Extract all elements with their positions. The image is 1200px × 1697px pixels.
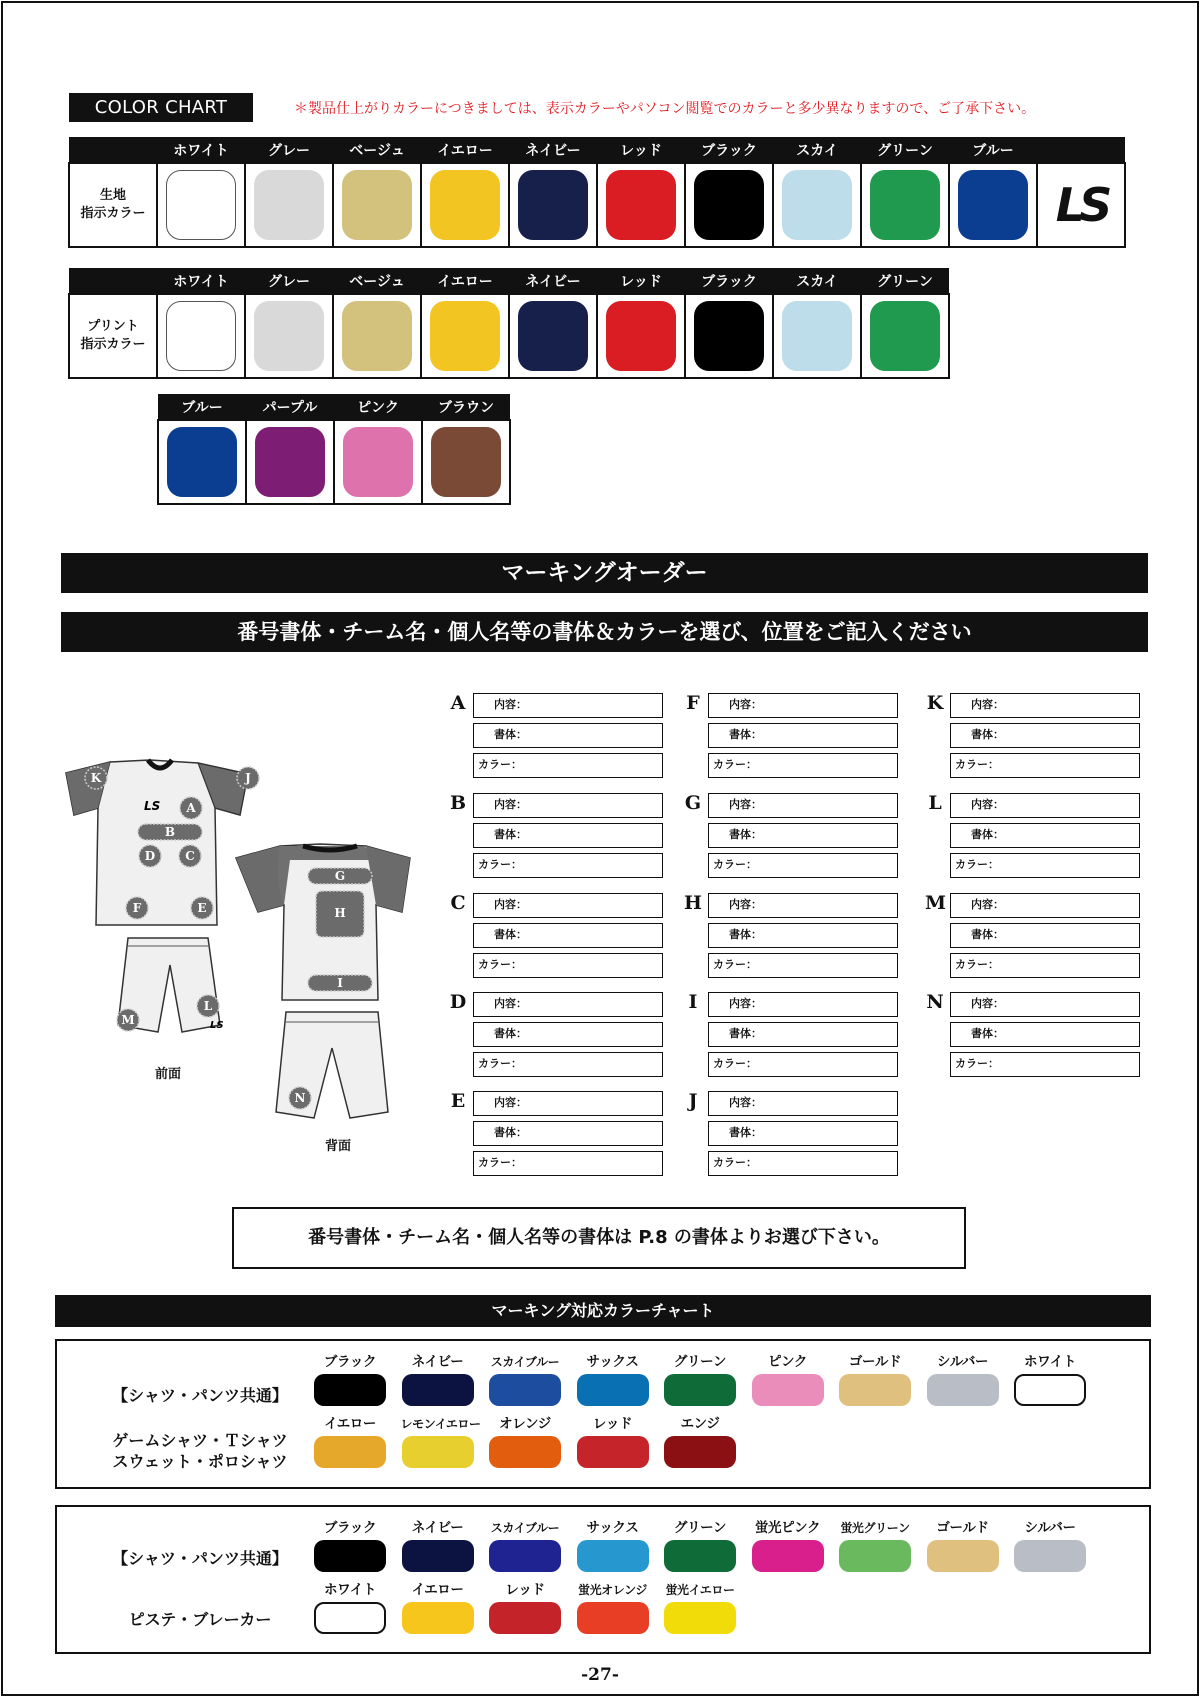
- field-label: 内容：: [729, 997, 762, 1010]
- color-swatch: [431, 427, 501, 497]
- color-swatch: [870, 301, 940, 371]
- marking-color-field[interactable]: [950, 853, 1140, 878]
- color-swatch-cell: [685, 294, 773, 378]
- color-swatch-cell: [333, 163, 421, 247]
- marking-color-name: シルバー: [936, 1354, 989, 1370]
- color-swatch-cell: [334, 420, 422, 504]
- marking-color-item: [401, 1518, 475, 1572]
- field-label: カラー：: [478, 1156, 522, 1169]
- marking-color-item: [751, 1518, 825, 1572]
- marking-position-letter: B: [449, 792, 467, 814]
- color-swatch: [958, 170, 1028, 240]
- marking-color-item: [663, 1414, 737, 1468]
- field-label: 書体：: [729, 728, 762, 741]
- field-label: 書体：: [971, 828, 1004, 841]
- marking-color-swatch: [664, 1602, 736, 1634]
- marking-color-swatch: [402, 1602, 474, 1634]
- color-swatch-cell: [597, 294, 685, 378]
- marking-color-item: [576, 1414, 650, 1468]
- marking-content-field[interactable]: [473, 793, 663, 818]
- uniform-diagram: [60, 750, 450, 1130]
- color-swatch: [166, 301, 236, 371]
- marking-color-field[interactable]: [708, 853, 898, 878]
- color-swatch: [606, 170, 676, 240]
- color-swatch-cell: [685, 163, 773, 247]
- marking-content-field[interactable]: [708, 992, 898, 1017]
- field-label: カラー：: [713, 1057, 757, 1070]
- color-swatch: [518, 170, 588, 240]
- marking-color-name: レモンイエロー: [400, 1417, 481, 1431]
- color-swatch: [342, 301, 412, 371]
- marking-color-item: [751, 1352, 825, 1406]
- marking-color-field[interactable]: [950, 753, 1140, 778]
- color-swatch: [518, 301, 588, 371]
- marking-color-swatch: [489, 1436, 561, 1468]
- marking-color-item: [576, 1580, 650, 1634]
- marking-color-name: 蛍光イエロー: [665, 1583, 735, 1597]
- fabric-color-table: [68, 137, 1126, 248]
- marking-color-item: [313, 1414, 387, 1468]
- field-label: 書体：: [494, 928, 527, 941]
- field-label: 書体：: [971, 728, 1004, 741]
- marking-content-field[interactable]: [473, 693, 663, 718]
- field-label: カラー：: [955, 858, 999, 871]
- field-label: カラー：: [955, 758, 999, 771]
- print-color-table-2: [157, 394, 511, 505]
- field-label: 内容：: [494, 898, 527, 911]
- color-swatch: [782, 170, 852, 240]
- field-label: 書体：: [729, 928, 762, 941]
- marking-color-field[interactable]: [473, 853, 663, 878]
- marking-color-swatch: [314, 1540, 386, 1572]
- marking-color-swatch: [839, 1374, 911, 1406]
- marking-color-item: [838, 1518, 912, 1572]
- field-label: 内容：: [494, 798, 527, 811]
- field-label: 内容：: [729, 1096, 762, 1109]
- color-name-header: ベージュ: [333, 137, 421, 163]
- color-swatch: [167, 427, 237, 497]
- field-label: カラー：: [478, 1057, 522, 1070]
- field-label: 内容：: [494, 1096, 527, 1109]
- marking-color-item: [1013, 1518, 1087, 1572]
- marking-color-name: ピンク: [767, 1354, 808, 1370]
- color-name-header: パープル: [246, 394, 334, 420]
- marking-spot-letter: E: [197, 901, 207, 915]
- field-label: 内容：: [971, 698, 1004, 711]
- marking-spot-letter: J: [245, 771, 251, 785]
- color-name-header: ネイビー: [509, 268, 597, 294]
- color-swatch-cell: [861, 294, 949, 378]
- marking-position-letter: C: [450, 892, 466, 914]
- shirt-logo: LS: [144, 799, 161, 813]
- color-swatch-cell: [245, 294, 333, 378]
- color-swatch: [166, 170, 236, 240]
- color-swatch-cell: [509, 294, 597, 378]
- marking-color-name: 蛍光オレンジ: [577, 1583, 647, 1597]
- marking-color-item: [663, 1580, 737, 1634]
- field-label: 書体：: [729, 828, 762, 841]
- color-swatch-cell: [421, 294, 509, 378]
- marking-content-field[interactable]: [473, 1091, 663, 1116]
- marking-position-letter: K: [926, 692, 944, 714]
- color-name-header: ベージュ: [333, 268, 421, 294]
- field-label: 書体：: [494, 1027, 527, 1040]
- marking-color-item: [488, 1518, 562, 1572]
- marking-color-item: [488, 1580, 562, 1634]
- marking-content-field[interactable]: [708, 793, 898, 818]
- marking-color-item: [401, 1352, 475, 1406]
- color-name-header: スカイ: [773, 137, 861, 163]
- marking-color-swatch: [489, 1374, 561, 1406]
- marking-color-name: イエロー: [411, 1582, 464, 1598]
- marking-color-item: [401, 1580, 475, 1634]
- marking-color-swatch: [752, 1540, 824, 1572]
- marking-spot-letter: D: [144, 849, 156, 863]
- color-swatch-cell: [245, 163, 333, 247]
- marking-color-name: レッド: [592, 1416, 633, 1432]
- ls-logo: LS: [1055, 178, 1107, 232]
- marking-color-field[interactable]: [708, 1052, 898, 1077]
- field-label: カラー：: [713, 758, 757, 771]
- color-swatch: [782, 301, 852, 371]
- field-label: 内容：: [971, 898, 1004, 911]
- marking-spot-letter: G: [334, 869, 346, 883]
- color-name-header: ホワイト: [157, 137, 245, 163]
- color-swatch-cell: [421, 163, 509, 247]
- marking-position-letter: G: [684, 792, 702, 814]
- marking-color-name: ゴールド: [936, 1520, 989, 1536]
- shorts-logo: LS: [210, 1020, 224, 1031]
- marking-color-swatch: [402, 1374, 474, 1406]
- marking-spot-letter: K: [90, 771, 102, 785]
- marking-color-item: [663, 1352, 737, 1406]
- field-label: 内容：: [494, 997, 527, 1010]
- marking-color-item: [1013, 1352, 1087, 1406]
- font-note: 番号書体・チーム名・個人名等の書体は P.8 の書体よりお選び下さい。: [232, 1207, 966, 1269]
- color-name-header: ブラック: [685, 137, 773, 163]
- marking-spot-letter: C: [185, 849, 195, 863]
- marking-color-name: イエロー: [324, 1416, 376, 1432]
- color-name-header: ブラック: [685, 268, 773, 294]
- color-swatch-cell: [333, 294, 421, 378]
- marking-color-name: ホワイト: [324, 1582, 376, 1598]
- fabric-color-label: 生地 指示カラー: [69, 163, 157, 247]
- marking-color-name: オレンジ: [499, 1416, 551, 1432]
- field-label: 内容：: [494, 698, 527, 711]
- marking-color-swatch: [489, 1540, 561, 1572]
- marking-color-swatch: [664, 1436, 736, 1468]
- color-name-header: グリーン: [861, 268, 949, 294]
- marking-spot-letter: I: [337, 976, 343, 990]
- color-name-header: レッド: [597, 137, 685, 163]
- marking-font-field[interactable]: [473, 1121, 663, 1146]
- color-swatch: [343, 427, 413, 497]
- marking-spot-letter: L: [203, 999, 213, 1013]
- marking-color-field[interactable]: [950, 1052, 1140, 1077]
- marking-color-swatch: [927, 1540, 999, 1572]
- marking-color-swatch: [927, 1374, 999, 1406]
- logo-cell: [1037, 163, 1125, 247]
- print-color-table: [68, 268, 950, 379]
- marking-color-name: エンジ: [680, 1416, 720, 1432]
- front-label: 前面: [154, 1067, 181, 1082]
- panel2-label-piste: ピステ・ブレーカー: [128, 1610, 272, 1629]
- marking-order-title: マーキングオーダー: [61, 553, 1148, 593]
- marking-spot-letter: B: [164, 825, 176, 839]
- marking-color-name: サックス: [586, 1520, 639, 1536]
- marking-position-letter: J: [688, 1090, 698, 1112]
- color-swatch-cell: [773, 294, 861, 378]
- color-swatch-cell: [157, 294, 245, 378]
- marking-color-name: グリーン: [673, 1354, 727, 1370]
- marking-color-chart-title: マーキング対応カラーチャート: [55, 1295, 1151, 1327]
- marking-content-field[interactable]: [708, 893, 898, 918]
- marking-color-item: [576, 1518, 650, 1572]
- marking-color-swatch: [839, 1540, 911, 1572]
- marking-content-field[interactable]: [950, 693, 1140, 718]
- color-swatch-cell: [157, 163, 245, 247]
- color-name-header: ブラウン: [422, 394, 510, 420]
- marking-color-field[interactable]: [473, 1151, 663, 1176]
- color-swatch: [342, 170, 412, 240]
- marking-color-name: 蛍光ピンク: [754, 1520, 821, 1536]
- field-label: 内容：: [729, 698, 762, 711]
- color-swatch: [430, 301, 500, 371]
- marking-color-item: [313, 1580, 387, 1634]
- marking-spot-letter: F: [132, 901, 142, 915]
- logo-header: [1037, 137, 1125, 163]
- marking-color-name: スカイブルー: [490, 1521, 560, 1535]
- marking-color-name: レッド: [505, 1582, 545, 1598]
- marking-order-subtitle: 番号書体・チーム名・個人名等の書体＆カラーを選び、位置をご記入ください: [61, 612, 1148, 652]
- color-swatch: [254, 301, 324, 371]
- marking-color-item: [838, 1352, 912, 1406]
- marking-color-swatch: [314, 1374, 386, 1406]
- field-label: 内容：: [729, 798, 762, 811]
- back-label: 背面: [324, 1139, 351, 1154]
- color-name-header: ピンク: [334, 394, 422, 420]
- field-label: 書体：: [729, 1027, 762, 1040]
- field-label: 書体：: [971, 928, 1004, 941]
- marking-content-field[interactable]: [708, 1091, 898, 1116]
- field-label: カラー：: [713, 1156, 757, 1169]
- marking-color-swatch: [577, 1374, 649, 1406]
- color-swatch: [870, 170, 940, 240]
- marking-content-field[interactable]: [950, 793, 1140, 818]
- color-swatch-cell: [773, 163, 861, 247]
- marking-position-letter: D: [449, 991, 467, 1013]
- marking-color-item: [313, 1352, 387, 1406]
- marking-font-field[interactable]: [473, 923, 663, 948]
- color-name-header: ブルー: [949, 137, 1037, 163]
- marking-color-item: [400, 1414, 481, 1468]
- marking-color-swatch: [752, 1374, 824, 1406]
- marking-font-field[interactable]: [708, 1022, 898, 1047]
- field-label: 書体：: [729, 1126, 762, 1139]
- color-chart-title: COLOR CHART: [69, 93, 253, 122]
- marking-font-field[interactable]: [950, 1022, 1140, 1047]
- color-swatch-cell: [509, 163, 597, 247]
- marking-content-field[interactable]: [708, 693, 898, 718]
- marking-color-field[interactable]: [950, 953, 1140, 978]
- marking-color-field[interactable]: [708, 753, 898, 778]
- marking-color-swatch: [664, 1374, 736, 1406]
- marking-color-name: シルバー: [1024, 1520, 1076, 1536]
- marking-color-swatch: [577, 1540, 649, 1572]
- color-swatch: [694, 301, 764, 371]
- marking-color-name: ゴールド: [848, 1354, 902, 1370]
- field-label: 内容：: [729, 898, 762, 911]
- marking-color-field[interactable]: [473, 953, 663, 978]
- marking-color-swatch: [1014, 1374, 1086, 1406]
- field-label: カラー：: [713, 858, 757, 871]
- color-swatch-cell: [861, 163, 949, 247]
- marking-color-item: [663, 1518, 737, 1572]
- color-name-header: グレー: [245, 137, 333, 163]
- marking-color-swatch: [577, 1602, 649, 1634]
- marking-color-item: [926, 1352, 1000, 1406]
- color-name-header: グリーン: [861, 137, 949, 163]
- marking-color-swatch: [664, 1540, 736, 1572]
- marking-color-name: ホワイト: [1024, 1354, 1076, 1370]
- print-color-label: プリント 指示カラー: [69, 294, 157, 378]
- marking-font-field[interactable]: [473, 1022, 663, 1047]
- marking-color-name: ネイビー: [411, 1354, 464, 1370]
- marking-color-swatch: [402, 1540, 474, 1572]
- color-name-header: イエロー: [421, 268, 509, 294]
- marking-color-field[interactable]: [708, 1151, 898, 1176]
- color-name-header: スカイ: [773, 268, 861, 294]
- marking-color-item: [313, 1518, 387, 1572]
- color-swatch-cell: [246, 420, 334, 504]
- table-corner: [69, 268, 157, 294]
- marking-color-name: サックス: [586, 1354, 639, 1370]
- field-label: 書体：: [494, 828, 527, 841]
- marking-font-field[interactable]: [950, 923, 1140, 948]
- marking-color-field[interactable]: [473, 753, 663, 778]
- marking-color-name: ブラック: [323, 1520, 377, 1536]
- marking-font-field[interactable]: [950, 823, 1140, 848]
- page-number: -27-: [581, 1665, 619, 1685]
- marking-font-field[interactable]: [708, 923, 898, 948]
- panel1-label-common: 【シャツ・パンツ共通】: [112, 1386, 288, 1405]
- marking-font-field[interactable]: [708, 823, 898, 848]
- panel1-label-shirts: ゲームシャツ・Ｔシャツ: [112, 1431, 288, 1450]
- field-label: 内容：: [971, 997, 1004, 1010]
- color-swatch: [430, 170, 500, 240]
- field-label: 書体：: [494, 1126, 527, 1139]
- marking-position-letter: M: [925, 892, 947, 914]
- marking-spot-letter: H: [334, 906, 346, 920]
- marking-color-name: グリーン: [673, 1520, 727, 1536]
- color-swatch-cell: [422, 420, 510, 504]
- marking-font-field[interactable]: [708, 1121, 898, 1146]
- marking-position-letter: E: [450, 1090, 466, 1112]
- field-label: カラー：: [478, 858, 522, 871]
- marking-color-item: [926, 1518, 1000, 1572]
- marking-font-field[interactable]: [473, 723, 663, 748]
- marking-font-field[interactable]: [708, 723, 898, 748]
- marking-content-field[interactable]: [473, 992, 663, 1017]
- color-name-header: イエロー: [421, 137, 509, 163]
- marking-font-field[interactable]: [473, 823, 663, 848]
- field-label: カラー：: [713, 958, 757, 971]
- field-label: 書体：: [494, 728, 527, 741]
- marking-position-letter: F: [686, 692, 700, 714]
- marking-position-letter: I: [688, 991, 698, 1013]
- marking-color-item: [576, 1352, 650, 1406]
- marking-font-field[interactable]: [950, 723, 1140, 748]
- marking-color-swatch: [314, 1436, 386, 1468]
- color-name-header: ネイビー: [509, 137, 597, 163]
- marking-color-field[interactable]: [708, 953, 898, 978]
- field-label: カラー：: [955, 1057, 999, 1070]
- marking-color-field[interactable]: [473, 1052, 663, 1077]
- color-name-header: ブルー: [158, 394, 246, 420]
- panel2-label-common: 【シャツ・パンツ共通】: [112, 1549, 288, 1568]
- color-chart-note: ＊製品仕上がりカラーにつきましては、表示カラーやパソコン閲覧でのカラーと多少異なりますので、ご了承下さい。: [294, 101, 1036, 117]
- marking-color-swatch: [1014, 1540, 1086, 1572]
- marking-spot-letter: M: [121, 1013, 135, 1027]
- marking-color-name: スカイブルー: [490, 1355, 560, 1369]
- field-label: 内容：: [971, 798, 1004, 811]
- marking-content-field[interactable]: [950, 992, 1140, 1017]
- color-swatch: [606, 301, 676, 371]
- marking-spot-letter: N: [294, 1091, 306, 1105]
- table-corner: [69, 137, 157, 163]
- color-swatch: [694, 170, 764, 240]
- color-swatch: [255, 427, 325, 497]
- color-name-header: グレー: [245, 268, 333, 294]
- marking-color-swatch: [314, 1602, 386, 1634]
- panel1-label-sweat: スウェット・ポロシャツ: [112, 1452, 288, 1471]
- marking-color-name: ブラック: [323, 1354, 377, 1370]
- marking-color-name: 蛍光グリーン: [840, 1521, 910, 1535]
- marking-position-letter: N: [926, 991, 944, 1013]
- color-swatch-cell: [597, 163, 685, 247]
- marking-position-letter: A: [450, 692, 466, 714]
- field-label: カラー：: [955, 958, 999, 971]
- marking-spot-letter: A: [186, 801, 196, 815]
- color-swatch-cell: [949, 163, 1037, 247]
- marking-position-letter: H: [684, 892, 702, 914]
- field-label: カラー：: [478, 958, 522, 971]
- marking-position-letter: L: [928, 792, 942, 814]
- marking-color-swatch: [577, 1436, 649, 1468]
- marking-color-item: [488, 1352, 562, 1406]
- field-label: 書体：: [971, 1027, 1004, 1040]
- color-name-header: ホワイト: [157, 268, 245, 294]
- marking-color-swatch: [402, 1436, 474, 1468]
- color-name-header: レッド: [597, 268, 685, 294]
- marking-color-name: ネイビー: [411, 1520, 464, 1536]
- marking-color-swatch: [489, 1602, 561, 1634]
- marking-color-item: [488, 1414, 562, 1468]
- color-swatch: [254, 170, 324, 240]
- field-label: カラー：: [478, 758, 522, 771]
- marking-content-field[interactable]: [950, 893, 1140, 918]
- color-swatch-cell: [158, 420, 246, 504]
- marking-content-field[interactable]: [473, 893, 663, 918]
